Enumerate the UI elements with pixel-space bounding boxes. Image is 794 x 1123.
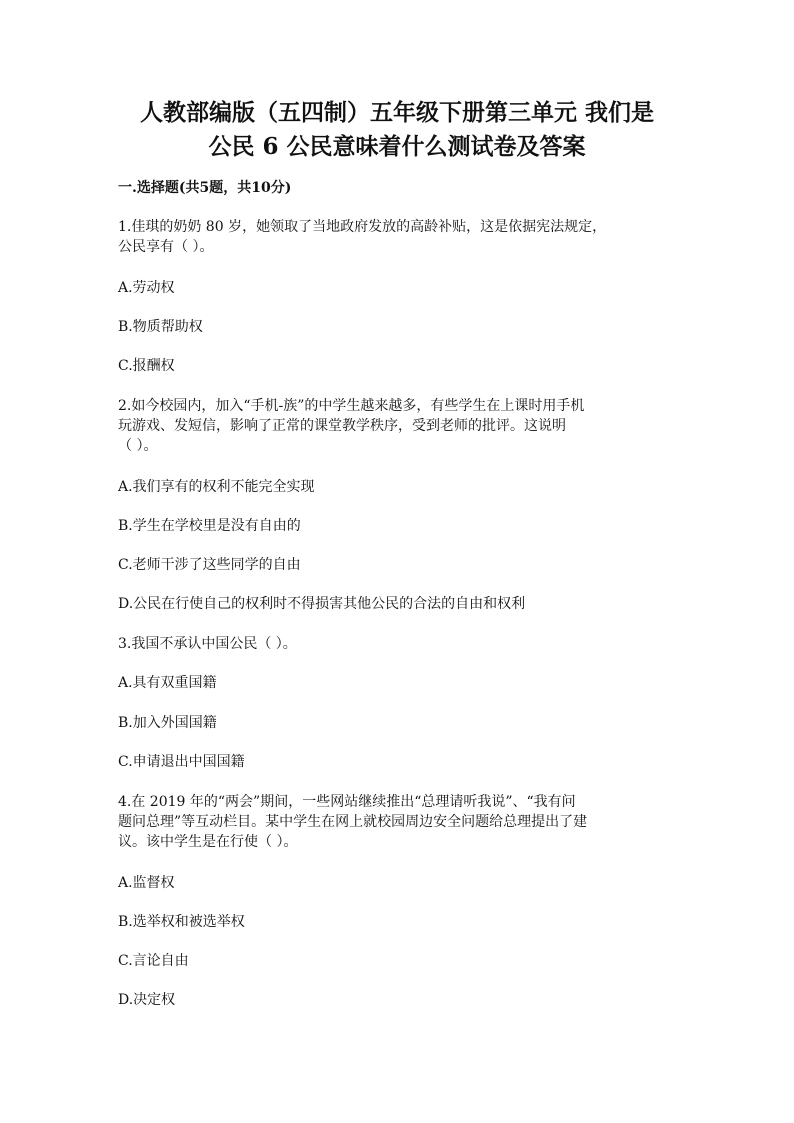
question-4-option-a: A.监督权	[118, 875, 175, 891]
question-text-line: （ ）。	[118, 438, 158, 454]
document-title	[100, 96, 694, 164]
question-2-option-c: C.老师干涉了这些同学的自由	[118, 557, 301, 573]
question-3-stem: 3.我国不承认中国公民（ ）。	[118, 636, 297, 652]
question-4-option-c: C.言论自由	[118, 953, 189, 969]
question-text-line: 题问总理”等互动栏目。某中学生在网上就校园周边安全问题给总理提出了建	[118, 814, 588, 830]
question-text-line: 议。该中学生是在行使（ ）。	[118, 834, 298, 850]
question-2-stem	[118, 396, 678, 456]
question-4-option-b: B.选举权和被选举权	[118, 914, 245, 930]
question-1-option-c: C.报酬权	[118, 358, 175, 374]
question-2-option-d: D.公民在行使自己的权利时不得损害其他公民的合法的自由和权利	[118, 596, 526, 612]
question-3-option-b: B.加入外国国籍	[118, 715, 217, 731]
question-4-option-d: D.决定权	[118, 992, 176, 1008]
title-line-2: 公民 6 公民意味着什么测试卷及答案	[208, 133, 586, 160]
question-4-stem	[118, 792, 678, 852]
question-2-option-b: B.学生在学校里是没有自由的	[118, 518, 301, 534]
question-text-line: 公民享有（ ）。	[118, 239, 214, 255]
question-text-line: 1.佳琪的奶奶 80 岁，她领取了当地政府发放的高龄补贴，这是依据宪法规定，	[118, 219, 607, 235]
question-text-line: 4.在 2019 年的“两会”期间，一些网站继续推出“总理请听我说”、“我有问	[118, 794, 576, 810]
section-heading: 一.选择题(共5题，共10分)	[118, 180, 292, 196]
question-1-option-a: A.劳动权	[118, 280, 175, 296]
question-1-stem	[118, 217, 678, 257]
question-3-option-a: A.具有双重国籍	[118, 675, 217, 691]
question-1-option-b: B.物质帮助权	[118, 319, 203, 335]
title-line-1: 人教部编版（五四制）五年级下册第三单元 我们是	[139, 99, 654, 126]
question-text-line: 玩游戏、发短信，影响了正常的课堂教学秩序，受到老师的批评。这说明	[118, 418, 566, 434]
question-2-option-a: A.我们享有的权利不能完全实现	[118, 479, 315, 495]
question-text-line: 2.如今校园内，加入“手机-族”的中学生越来越多，有些学生在上课时用手机	[118, 398, 585, 414]
question-3-option-c: C.申请退出中国国籍	[118, 754, 245, 770]
